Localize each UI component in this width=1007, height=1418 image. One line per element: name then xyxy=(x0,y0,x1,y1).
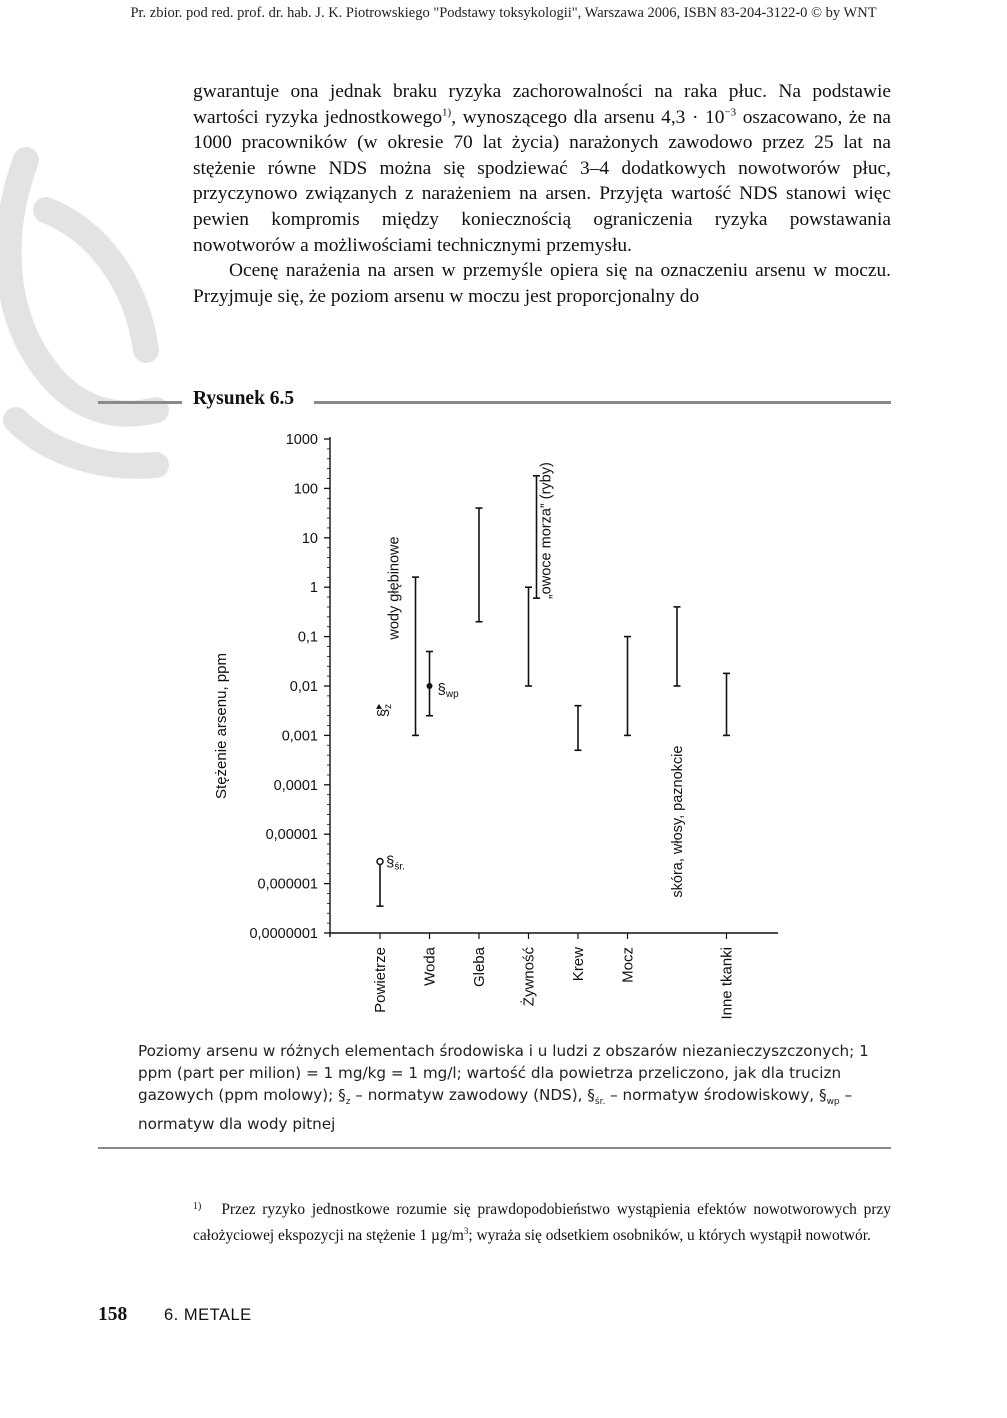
y-tick-label-1: 100 xyxy=(293,481,318,498)
y-tick-label-6: 0,001 xyxy=(281,728,318,745)
symbol-sr-label: $\S_{śr.}$ xyxy=(386,853,405,873)
x-label-2: Gleba xyxy=(471,947,488,988)
page-number: 158 xyxy=(98,1304,128,1325)
deep-water-label: wody głębinowe xyxy=(386,536,403,640)
symbol-wp-label: $\S_{wp}$ xyxy=(437,681,459,700)
x-label-4: Krew xyxy=(570,947,587,982)
y-tick-label-5: 0,01 xyxy=(289,679,318,695)
x-label-1: Woda xyxy=(421,947,439,986)
range-circle-0 xyxy=(377,859,383,865)
caption-part-3: – normatyw środowiskowy, xyxy=(605,1086,819,1104)
p1-part-a: gwarantuje ona jednak braku ryzyka zachorowalności na raka płuc. Na podstawie wartości ryzyka jednostkowego xyxy=(193,81,891,128)
skin-hair-nails-label: skóra, włosy, paznokcie xyxy=(670,745,686,898)
exponent: −3 xyxy=(724,106,737,119)
y-tick-label-10: 0,0000001 xyxy=(249,926,318,942)
footnote-ref: 1) xyxy=(442,106,452,119)
figure-rule-right xyxy=(314,401,891,404)
paragraph-2: Ocenę narażenia na arsen w przemyśle opiera się na oznaczeniu arsenu w moczu. Przyjmuje się, że poziom arsenu w moczu jest proporcjonalny do xyxy=(193,260,891,307)
page-header: Pr. zbior. pod red. prof. dr. hab. J. K. Piotrowskiego "Podstawy toksykologii", Warszawa 2006, ISBN 83-204-3122-0 © by WNT xyxy=(130,5,877,21)
x-label-0: Powietrze xyxy=(372,947,389,1013)
figure-caption xyxy=(138,1040,872,1135)
seafood-label: „owoce morza” (ryby) xyxy=(538,462,555,600)
y-tick-label-3: 1 xyxy=(309,580,318,597)
range-point-2 xyxy=(427,683,433,689)
annotations xyxy=(375,462,686,897)
body-text xyxy=(193,79,891,309)
caption-part-1: Poziomy arsenu w różnych elementach środowiska i u ludzi z obszarów niezanieczyszczonych; 1 ppm (part per milion) = 1 mg/kg = 1 mg/l; wartość dla powietrza przeliczono, jak dla trucizn gazowych (ppm molowy); xyxy=(138,1042,869,1104)
footnote-text-b: ; wyraża się odsetkiem osobników, u których wystąpił nowotwór. xyxy=(468,1226,871,1244)
watermark-logo xyxy=(0,120,216,500)
y-tick-label-9: 0,000001 xyxy=(257,876,318,893)
footnote-text-a: Przez ryzyko jednostkowe rozumie się prawdopodobieństwo wystąpienia efektów nowotworowych przy całożyciowej ekspozycji na stężenie 1 µg/m xyxy=(193,1201,891,1244)
x-labels xyxy=(372,933,736,1020)
x-label-7: Inne tkanki xyxy=(718,947,736,1020)
y-tick-label-4: 0,1 xyxy=(297,629,318,646)
x-label-3: Żywność xyxy=(520,947,538,1007)
figure-label: Rysunek 6.5 xyxy=(193,388,295,409)
p1-part-b: , wynoszącego dla arsenu 4,3 · 10 xyxy=(451,106,725,128)
caption-part-2: – normatyw zawodowy (NDS), xyxy=(350,1086,588,1104)
footnote xyxy=(193,1196,891,1246)
footnote-mark: 1) xyxy=(193,1201,202,1212)
p1-part-c: oszacowano, że na 1000 pracowników (w okresie 70 lat życia) narażonych zawodowo przez 25 lat na stężenie równe NDS można się spodziewać 3–4 dodatkowych nowotworów płuc, przyczynowo związanych z narażeniem na arsen. Przyjęta wartość NDS stanowi więc pewien kompromis między koniecznością ograniczenia ryzyka powstawania nowotworów a możliwościami technicznymi przemysłu. xyxy=(193,106,891,256)
y-axis-title: Stężenie arsenu, ppm xyxy=(213,653,230,799)
caption-symbol-sr: § xyxy=(587,1086,595,1104)
y-tick-label-8: 0,00001 xyxy=(265,827,318,844)
caption-sub-sr: śr. xyxy=(594,1097,606,1108)
symbol-z-marker xyxy=(376,704,382,709)
y-ticks xyxy=(249,432,330,942)
chapter-title: 6. METALE xyxy=(164,1306,252,1324)
y-tick-label-2: 10 xyxy=(301,530,318,547)
caption-part-4: – normatyw dla wody pitnej xyxy=(138,1086,853,1134)
caption-sub-z: z xyxy=(345,1097,351,1108)
x-label-5: Mocz xyxy=(619,947,637,983)
footnote-sup: 3 xyxy=(463,1225,469,1236)
caption-sub-wp: wp xyxy=(826,1097,840,1108)
symbol-z-label: $\S_z$ xyxy=(375,703,394,718)
figure-rule-left xyxy=(98,401,182,404)
caption-symbol-wp: § xyxy=(818,1086,827,1104)
caption-symbol-z: § xyxy=(338,1086,346,1104)
bottom-rule xyxy=(98,1147,891,1149)
y-tick-label-7: 0,0001 xyxy=(273,777,318,794)
paragraph-1 xyxy=(193,79,891,258)
y-tick-label-0: 1000 xyxy=(285,432,318,448)
arsenic-levels-chart xyxy=(200,420,790,1025)
